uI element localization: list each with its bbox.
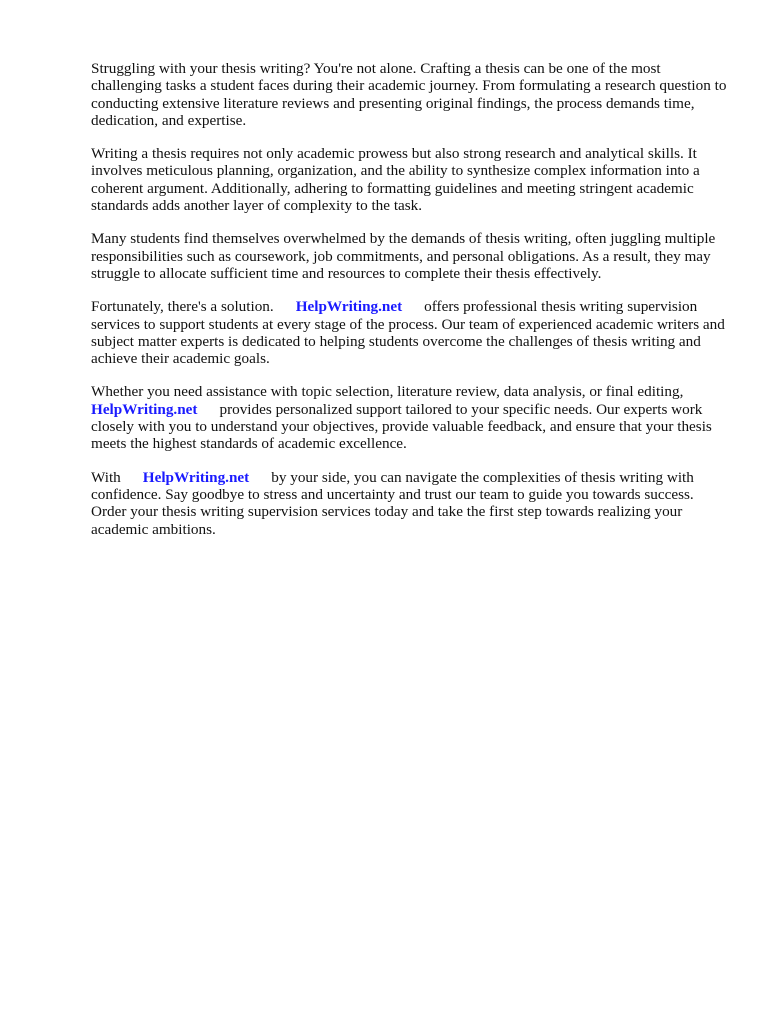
paragraph-assistance <box>91 383 731 452</box>
paragraph-assistance-lead: Whether you need assistance with topic selection, literature review, data analysis, or final editing, <box>91 383 684 401</box>
paragraph-solution <box>91 298 731 367</box>
paragraph-overwhelmed: Many students find themselves overwhelmed by the demands of thesis writing, often juggling multiple responsibilities such as coursework, job commitments, and personal obligations. As a result, they may struggle to allocate sufficient time and resources to complete their thesis effectively. <box>91 230 716 282</box>
helpwriting-link[interactable]: HelpWriting.net <box>91 400 198 418</box>
document-body <box>91 60 731 554</box>
paragraph-assistance-rest: provides personalized support tailored to your specific needs. Our experts work closely with you to understand your objectives, provide valuable feedback, and ensure that your thesis meets the highest standards of academic excellence. <box>91 400 712 453</box>
helpwriting-link[interactable]: HelpWriting.net <box>142 468 250 486</box>
paragraph-intro: Struggling with your thesis writing? You're not alone. Crafting a thesis can be one of the most challenging tasks a student faces during their academic journey. From formulating a research question to conducting extensive literature reviews and presenting original findings, the process demands time, dedication, and expertise. <box>91 60 727 129</box>
paragraph-solution-lead: Fortunately, there's a solution. <box>91 298 274 316</box>
paragraph-closing-rest: by your side, you can navigate the complexities of thesis writing with confidence. Say goodbye to stress and uncertainty and trust our team to guide you towards success. Order your thesis writing supervision services today and take the first step towards realizing your academic ambitions. <box>91 468 694 538</box>
paragraph-requirements: Writing a thesis requires not only academic prowess but also strong research and analytical skills. It involves meticulous planning, organization, and the ability to synthesize complex information into a coherent argument. Additionally, adhering to formatting guidelines and meeting stringent academic standards adds another layer of complexity to the task. <box>91 145 700 215</box>
helpwriting-link[interactable]: HelpWriting.net <box>295 298 403 316</box>
paragraph-closing-lead: With <box>91 468 121 486</box>
paragraph-solution-rest: offers professional thesis writing supervision services to support students at every stage of the process. Our team of experienced academic writers and subject matter experts is dedicated to helping students overcome the challenges of thesis writing and achieve their academic goals. <box>91 298 725 368</box>
paragraph-closing <box>91 469 731 538</box>
